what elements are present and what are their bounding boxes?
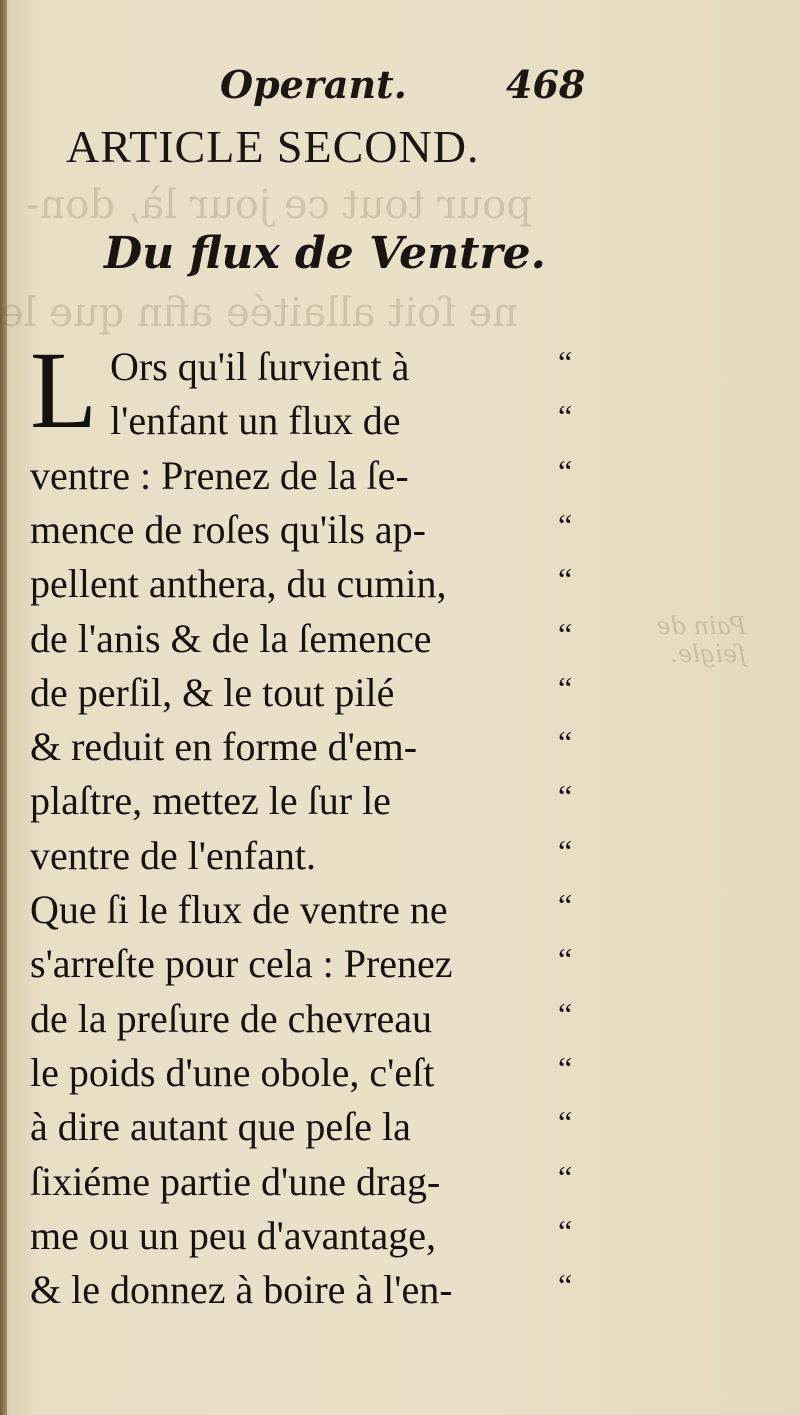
quote-mark: “ [558,669,573,706]
text-line: ſixiéme partie d'une drag- [30,1158,441,1204]
bleed-through-line: pour tout ce jour là, don- [26,182,532,228]
quote-mark: “ [558,615,573,652]
text-line: Que ſi le flux de ventre ne [30,887,448,932]
text-line: mence de roſes qu'ils ap- [30,506,426,552]
quote-mark: “ [558,1104,573,1141]
text-line: pellent anthera, du cumin, [30,561,447,607]
quote-mark: “ [558,452,573,489]
text-line: Ors qu'il ſurvient à [110,344,410,389]
text-line: me ou un peu d'avantage, [30,1212,436,1258]
quote-mark: “ [558,941,573,978]
quote-mark: “ [558,1267,573,1304]
text-line: ventre de l'enfant. [30,832,316,878]
quote-mark: “ [558,887,573,923]
quote-mark: “ [558,506,573,543]
text-line: l'enfant un flux de [110,398,401,444]
quote-mark: “ [558,398,573,435]
section-title: Du flux de Ventre. [104,228,546,279]
quote-mark: “ [558,1049,573,1086]
quote-mark: “ [558,1158,573,1195]
quote-mark: “ [558,561,573,598]
text-line: à dire autant que peſe la [30,1104,411,1150]
text-line: de la preſure de chevreau [30,995,432,1041]
text-line: ventre : Prenez de la ſe- [30,452,409,498]
quote-mark: “ [558,1212,573,1249]
page-number: 468 [506,62,586,107]
drop-cap: L [30,329,98,451]
article-title: ARTICLE SECOND. [66,121,480,172]
page-gutter [0,0,7,1415]
text-line: de l'anis & de la ſemence [30,615,432,661]
text-line: de perſil, & le tout pilé [30,669,395,715]
running-head: Operant. [220,62,407,107]
bleed-through-line: ne ſoit allaitée afin que le [0,290,519,336]
quote-mark: “ [558,832,573,869]
quote-mark: “ [558,778,573,815]
text-line: & reduit en forme d'em- [30,724,418,770]
text-line: plaſtre, mettez le ſur le [30,778,391,824]
quote-mark: “ [558,995,573,1032]
margin-note: Pain de ſeigle. [656,612,746,668]
text-line: s'arreſte pour cela : Prenez [30,941,453,987]
page-header [0,62,800,122]
text-line: le poids d'une obole, c'eſt [30,1049,435,1095]
text-line: & le donnez à boire à l'en- [30,1267,453,1313]
quote-mark: “ [558,724,573,761]
quote-mark: “ [558,344,573,380]
